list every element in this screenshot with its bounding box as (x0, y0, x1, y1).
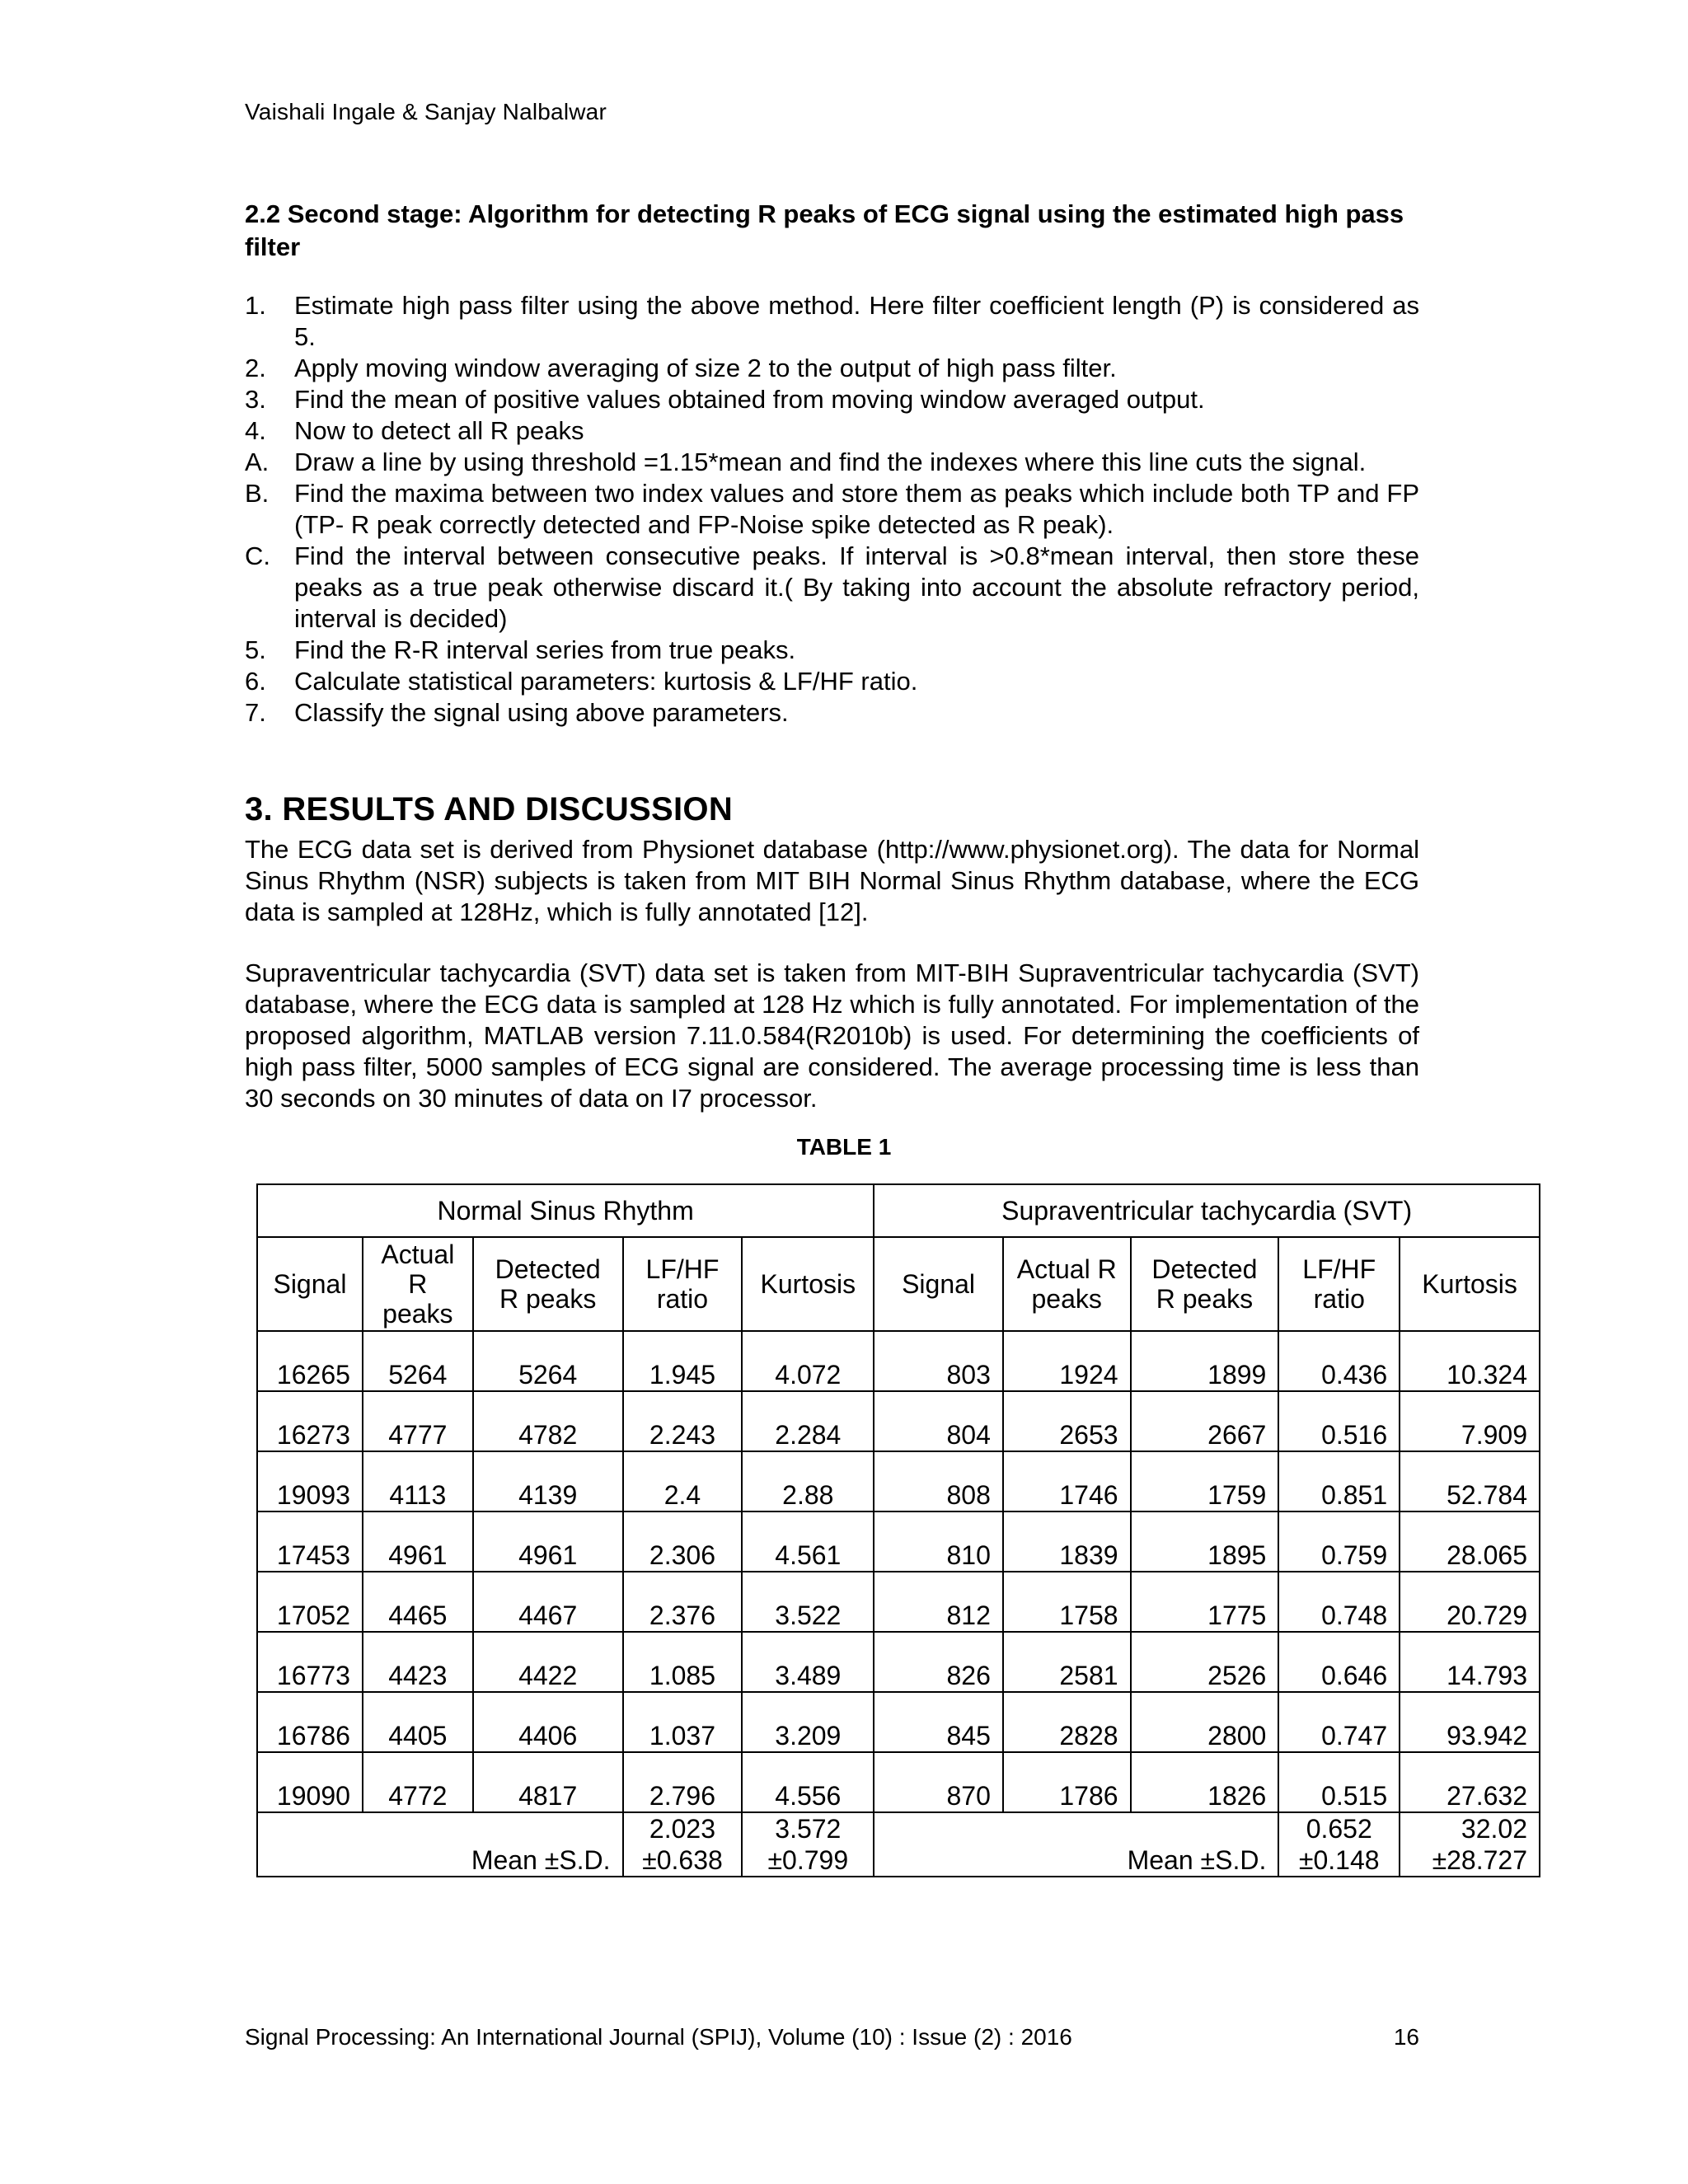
mean-label-nsr (257, 1812, 623, 1877)
table-cell: 16265 (257, 1331, 363, 1391)
list-item-text: Draw a line by using threshold =1.15*mean and find the indexes where this line cuts the signal. (294, 448, 1367, 476)
list-item (245, 353, 1419, 384)
column-header: Detected R peaks (1131, 1237, 1279, 1331)
table-row (257, 1391, 1540, 1451)
column-header: LF/HF ratio (1278, 1237, 1400, 1331)
table-cell: 5264 (473, 1331, 623, 1391)
list-item-text: Classify the signal using above parameters. (294, 698, 789, 727)
table-cell: 4405 (363, 1692, 473, 1752)
list-item-text: Calculate statistical parameters: kurtosis & LF/HF ratio. (294, 667, 918, 696)
table-cell: 0.436 (1278, 1331, 1400, 1391)
table-cell: 1759 (1131, 1451, 1279, 1511)
table-cell: 4465 (363, 1572, 473, 1632)
list-item-number: 6. (245, 667, 266, 696)
table-cell: 826 (874, 1632, 1003, 1692)
footer-page-number: 16 (1393, 2024, 1419, 2050)
table-cell: 0.747 (1278, 1692, 1400, 1752)
nsr-kurtosis-mean-sd-line: 3.572 (775, 1814, 842, 1844)
table-cell: 4423 (363, 1632, 473, 1692)
list-item-number: 4. (245, 416, 266, 445)
svt-lfhf-mean-sd-line: 0.652 (1306, 1814, 1372, 1844)
table-cell: 0.748 (1278, 1572, 1400, 1632)
table-cell: 1895 (1131, 1511, 1279, 1572)
table-cell: 1899 (1131, 1331, 1279, 1391)
list-item-number: 2. (245, 354, 266, 382)
table-cell: 2.376 (623, 1572, 743, 1632)
table-cell: 4817 (473, 1752, 623, 1812)
table-cell: 4467 (473, 1572, 623, 1632)
table-cell: 2.796 (623, 1752, 743, 1812)
list-item-number: A. (245, 448, 270, 476)
table-cell: 10.324 (1400, 1331, 1540, 1391)
table-cell: 3.522 (742, 1572, 874, 1632)
list-item-text: Now to detect all R peaks (294, 416, 584, 445)
table-cell: 2526 (1131, 1632, 1279, 1692)
list-item-number: 7. (245, 698, 266, 727)
table-row (257, 1511, 1540, 1572)
table-cell: 28.065 (1400, 1511, 1540, 1572)
nsr-lfhf-mean-sd-line: ±0.638 (642, 1845, 723, 1875)
table-cell: 0.646 (1278, 1632, 1400, 1692)
table-cell: 4.072 (742, 1331, 874, 1391)
table-row-mean-sd (257, 1812, 1540, 1877)
section-2-2-heading: 2.2 Second stage: Algorithm for detecting R peaks of ECG signal using the estimated high pass filter (245, 199, 1404, 261)
list-item (245, 697, 1419, 729)
table-row (257, 1632, 1540, 1692)
table-cell: 2.306 (623, 1511, 743, 1572)
column-header: Actual R peaks (363, 1237, 473, 1331)
table-cell: 14.793 (1400, 1632, 1540, 1692)
svt-kurtosis-mean-sd (1400, 1812, 1540, 1877)
table-cell: 0.515 (1278, 1752, 1400, 1812)
list-item-text: Find the maxima between two index values and store them as peaks which include both TP and FP (TP- R peak correctly detected and FP-Noise spike detected as R peak). (294, 479, 1419, 539)
list-item-number: 5. (245, 635, 266, 664)
column-header: Signal (257, 1237, 363, 1331)
table-cell: 52.784 (1400, 1451, 1540, 1511)
svt-kurtosis-mean-sd-line: 32.02 (1461, 1814, 1527, 1844)
table-cell: 27.632 (1400, 1752, 1540, 1812)
table-cell: 16273 (257, 1391, 363, 1451)
table-cell: 20.729 (1400, 1572, 1540, 1632)
table-1-title: TABLE 1 (796, 1134, 892, 1160)
table-cell: 4782 (473, 1391, 623, 1451)
list-item-text: Find the R-R interval series from true peaks. (294, 635, 796, 664)
table-cell: 17052 (257, 1572, 363, 1632)
table-cell: 1746 (1003, 1451, 1131, 1511)
list-item (245, 635, 1419, 666)
column-header: Signal (874, 1237, 1003, 1331)
table-cell: 845 (874, 1692, 1003, 1752)
list-item (245, 290, 1419, 353)
nsr-lfhf-mean-sd-line: 2.023 (649, 1814, 715, 1844)
table-cell: 0.851 (1278, 1451, 1400, 1511)
table-row (257, 1752, 1540, 1812)
table-cell: 1839 (1003, 1511, 1131, 1572)
list-item-text: Apply moving window averaging of size 2 to the output of high pass filter. (294, 354, 1117, 382)
nsr-kurtosis-mean-sd (742, 1812, 874, 1877)
table-cell: 810 (874, 1511, 1003, 1572)
table-cell: 804 (874, 1391, 1003, 1451)
table-1 (256, 1183, 1540, 1877)
table-cell: 16786 (257, 1692, 363, 1752)
table-row (257, 1451, 1540, 1511)
table-cell: 2.243 (623, 1391, 743, 1451)
svt-lfhf-mean-sd (1278, 1812, 1400, 1877)
column-header: Kurtosis (742, 1237, 874, 1331)
nsr-lfhf-mean-sd (623, 1812, 743, 1877)
group-header-nsr: Normal Sinus Rhythm (257, 1184, 874, 1237)
table-cell: 19090 (257, 1752, 363, 1812)
table-cell: 4777 (363, 1391, 473, 1451)
table-cell: 4422 (473, 1632, 623, 1692)
table-cell: 2.4 (623, 1451, 743, 1511)
table-cell: 0.759 (1278, 1511, 1400, 1572)
list-item (245, 666, 1419, 697)
list-item (245, 541, 1419, 635)
table-cell: 2800 (1131, 1692, 1279, 1752)
table-cell: 5264 (363, 1331, 473, 1391)
column-header: Kurtosis (1400, 1237, 1540, 1331)
list-item (245, 478, 1419, 541)
table-cell: 19093 (257, 1451, 363, 1511)
column-header: LF/HF ratio (623, 1237, 743, 1331)
mean-label-svt (874, 1812, 1278, 1877)
table-cell: 16773 (257, 1632, 363, 1692)
table-cell: 870 (874, 1752, 1003, 1812)
table-cell: 4961 (363, 1511, 473, 1572)
running-header-authors: Vaishali Ingale & Sanjay Nalbalwar (245, 99, 607, 124)
list-item-text: Estimate high pass filter using the above method. Here filter coefficient length (P) is considered as 5. (294, 291, 1419, 351)
table-cell: 4406 (473, 1692, 623, 1752)
table-cell: 4.556 (742, 1752, 874, 1812)
table-cell: 2828 (1003, 1692, 1131, 1752)
table-cell: 1.085 (623, 1632, 743, 1692)
nsr-kurtosis-mean-sd-line: ±0.799 (767, 1845, 849, 1875)
list-item (245, 384, 1419, 415)
mean-label-nsr-line: Mean ±S.D. (471, 1845, 611, 1875)
group-header-svt: Supraventricular tachycardia (SVT) (874, 1184, 1540, 1237)
footer-journal: Signal Processing: An International Journal (SPIJ), Volume (10) : Issue (2) : 2016 (245, 2024, 1072, 2050)
table-cell: 1826 (1131, 1752, 1279, 1812)
table-cell: 1758 (1003, 1572, 1131, 1632)
table-cell: 2.88 (742, 1451, 874, 1511)
page-footer (245, 2024, 1419, 2050)
table-row (257, 1331, 1540, 1391)
table-cell: 1786 (1003, 1752, 1131, 1812)
svt-kurtosis-mean-sd-line: ±28.727 (1432, 1845, 1527, 1875)
column-header: Detected R peaks (473, 1237, 623, 1331)
table-cell: 2581 (1003, 1632, 1131, 1692)
table-cell: 2653 (1003, 1391, 1131, 1451)
section-3-heading: 3. RESULTS AND DISCUSSION (245, 791, 734, 827)
table-cell: 4.561 (742, 1511, 874, 1572)
list-item-number: C. (245, 541, 270, 570)
table-cell: 4113 (363, 1451, 473, 1511)
list-item (245, 447, 1419, 478)
table-row (257, 1572, 1540, 1632)
algorithm-steps-list (245, 290, 1419, 729)
list-item-number: B. (245, 479, 270, 508)
table-cell: 1924 (1003, 1331, 1131, 1391)
table-cell: 808 (874, 1451, 1003, 1511)
column-header: Actual R peaks (1003, 1237, 1131, 1331)
table-cell: 3.209 (742, 1692, 874, 1752)
table-cell: 4772 (363, 1752, 473, 1812)
table-cell: 2.284 (742, 1391, 874, 1451)
table-cell: 93.942 (1400, 1692, 1540, 1752)
table-cell: 0.516 (1278, 1391, 1400, 1451)
table-cell: 4961 (473, 1511, 623, 1572)
table-cell: 1.037 (623, 1692, 743, 1752)
table-cell: 7.909 (1400, 1391, 1540, 1451)
results-paragraph-2: Supraventricular tachycardia (SVT) data set is taken from MIT-BIH Supraventricular tachycardia (SVT) database, where the ECG data is sampled at 128 Hz which is fully annotated. For implementation of the proposed algorithm, MATLAB version 7.11.0.584(R2010b) is used. For determining the coefficients of high pass filter, 5000 samples of ECG signal are considered. The average processing time is less than 30 seconds on 30 minutes of data on I7 processor. (245, 958, 1419, 1113)
table-cell: 17453 (257, 1511, 363, 1572)
table-cell: 803 (874, 1331, 1003, 1391)
table-cell: 1775 (1131, 1572, 1279, 1632)
mean-label-svt-line: Mean ±S.D. (1127, 1845, 1267, 1875)
list-item (245, 415, 1419, 447)
table-row (257, 1692, 1540, 1752)
list-item-number: 3. (245, 385, 266, 414)
table-cell: 3.489 (742, 1632, 874, 1692)
table-cell: 1.945 (623, 1331, 743, 1391)
results-paragraph-1: The ECG data set is derived from Physionet database (http://www.physionet.org). The data for Normal Sinus Rhythm (NSR) subjects is taken from MIT BIH Normal Sinus Rhythm database, where the ECG data is sampled at 128Hz, which is fully annotated [12]. (245, 835, 1419, 926)
svt-lfhf-mean-sd-line: ±0.148 (1298, 1845, 1380, 1875)
list-item-text: Find the mean of positive values obtained from moving window averaged output. (294, 385, 1205, 414)
table-cell: 4139 (473, 1451, 623, 1511)
table-cell: 2667 (1131, 1391, 1279, 1451)
table-cell: 812 (874, 1572, 1003, 1632)
list-item-number: 1. (245, 291, 266, 320)
list-item-text: Find the interval between consecutive peaks. If interval is >0.8*mean interval, then store these peaks as a true peak otherwise discard it.( By taking into account the absolute refractory period, interval is decided) (294, 541, 1419, 633)
